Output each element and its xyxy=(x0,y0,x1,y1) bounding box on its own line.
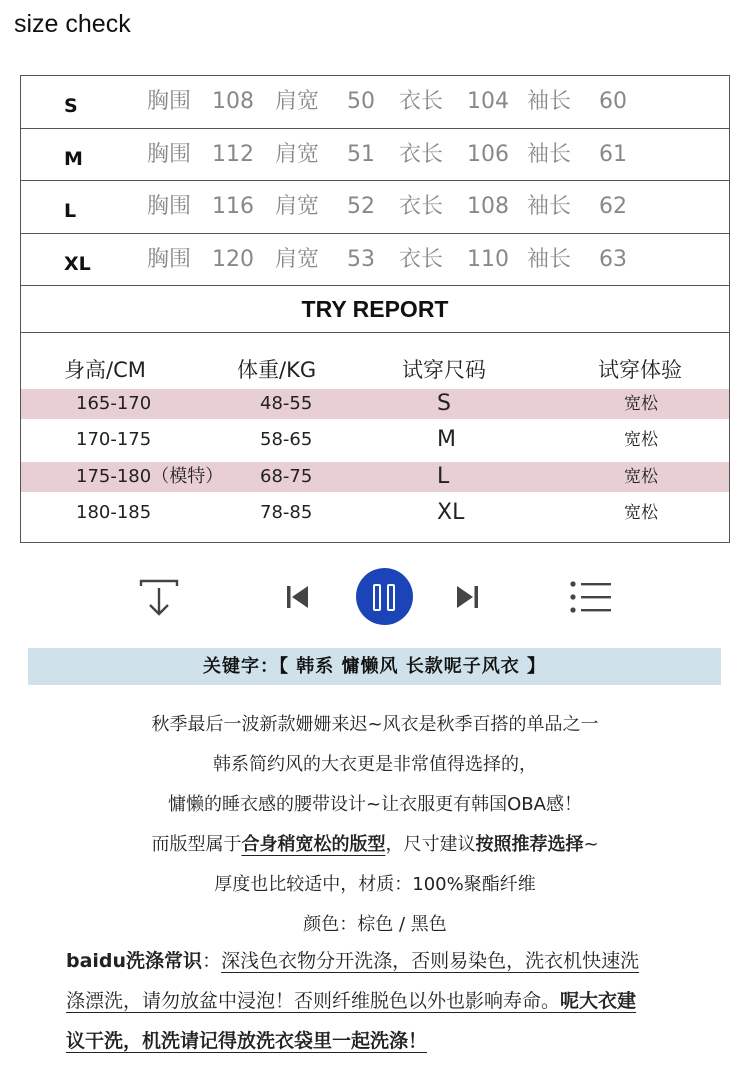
page-title: size check xyxy=(14,10,131,38)
try-report-header xyxy=(21,354,729,384)
length-value: 106 xyxy=(467,141,509,167)
pause-button[interactable] xyxy=(356,568,413,625)
shoulder-label: 肩宽 xyxy=(275,89,320,114)
fit-highlight: 合身稍宽松的版型 xyxy=(241,834,386,855)
size-label: M xyxy=(64,147,83,170)
shoulder-label: 肩宽 xyxy=(275,141,320,167)
shoulder-value: 51 xyxy=(347,141,375,167)
size-cell: XL xyxy=(437,500,465,525)
wash-line xyxy=(66,941,706,981)
height-cell: 180-185 xyxy=(76,502,152,523)
table-row xyxy=(21,425,729,455)
size-cell: S xyxy=(437,391,451,416)
table-row xyxy=(21,389,729,419)
chest-value: 108 xyxy=(212,89,254,114)
table-row xyxy=(21,498,729,528)
size-label: XL xyxy=(64,252,91,275)
text-fragment: ~ xyxy=(583,834,599,855)
fit-cell: 宽松 xyxy=(624,430,658,450)
description-line: 韩系简约风的大衣更是非常值得选择的， xyxy=(213,754,537,775)
size-row-xl xyxy=(21,234,729,287)
size-cell: M xyxy=(437,427,456,452)
description-line: 颜色：棕色 / 黑色 xyxy=(303,914,447,935)
description-line: 厚度也比较适中，材质：100%聚酯纤维 xyxy=(214,874,536,895)
header-fit: 试穿体验 xyxy=(598,358,682,382)
chest-label: 胸围 xyxy=(147,246,192,272)
wash-text: 深浅色衣物分开洗涤，否则易染色，洗衣机快速洗 xyxy=(221,950,640,972)
size-label: S xyxy=(64,95,78,117)
sleeve-label: 袖长 xyxy=(527,89,572,114)
sleeve-value: 62 xyxy=(599,194,627,219)
try-report-title: TRY REPORT xyxy=(21,286,729,333)
length-label: 衣长 xyxy=(399,89,444,114)
shoulder-value: 50 xyxy=(347,89,375,114)
wash-line xyxy=(66,981,706,1021)
size-cell: L xyxy=(437,464,450,489)
size-row-s xyxy=(21,76,729,129)
sleeve-label: 袖长 xyxy=(527,141,572,167)
sleeve-value: 61 xyxy=(599,141,627,167)
player-controls xyxy=(0,560,750,635)
header-height: 身高/CM xyxy=(64,358,146,382)
wash-text: 涤漂洗，请勿放盆中浸泡！否则纤维脱色以外也影响寿命。 xyxy=(66,990,561,1012)
wash-text-bold: 呢大衣建 xyxy=(560,990,637,1012)
description-line: 慵懒的睡衣感的腰带设计~让衣服更有韩国OBA感！ xyxy=(168,794,582,815)
size-label: L xyxy=(64,200,77,222)
table-row xyxy=(21,462,729,492)
size-row-l xyxy=(21,181,729,234)
shoulder-value: 52 xyxy=(347,194,375,219)
try-report-table xyxy=(20,285,730,543)
sleeve-label: 袖长 xyxy=(527,246,572,272)
text-fragment: ，尺寸建议 xyxy=(385,834,476,855)
pause-icon xyxy=(387,584,395,611)
length-label: 衣长 xyxy=(399,141,444,167)
height-cell: 170-175 xyxy=(76,429,152,450)
length-value: 108 xyxy=(467,194,509,219)
chest-label: 胸围 xyxy=(147,89,192,114)
next-icon[interactable] xyxy=(455,584,479,610)
chest-label: 胸围 xyxy=(147,194,192,219)
shoulder-label: 肩宽 xyxy=(275,246,320,272)
shoulder-value: 53 xyxy=(347,246,375,272)
sleeve-label: 袖长 xyxy=(527,194,572,219)
length-value: 104 xyxy=(467,89,509,114)
weight-cell: 48-55 xyxy=(260,393,313,414)
description-line xyxy=(0,830,750,856)
chest-value: 116 xyxy=(212,194,254,219)
shoulder-label: 肩宽 xyxy=(275,194,320,219)
fit-cell: 宽松 xyxy=(624,503,658,523)
weight-cell: 78-85 xyxy=(260,502,313,523)
keywords-banner: 关键字：【 韩系 慵懒风 长款呢子风衣 】 xyxy=(28,648,721,685)
description-line: 秋季最后一波新款姗姗来迟~风衣是秋季百搭的单品之一 xyxy=(151,714,599,735)
height-cell: 175-180（模特） xyxy=(76,466,224,487)
wash-instructions xyxy=(66,941,706,1061)
previous-icon[interactable] xyxy=(286,584,310,610)
text-fragment: 而版型属于 xyxy=(151,834,242,855)
height-cell: 165-170 xyxy=(76,393,152,414)
wash-text-bold: 议干洗，机洗请记得放洗衣袋里一起洗涤！ xyxy=(66,1030,428,1052)
playlist-icon[interactable] xyxy=(569,580,613,614)
weight-cell: 58-65 xyxy=(260,429,313,450)
size-row-m xyxy=(21,129,729,182)
text-fragment: ： xyxy=(202,950,222,972)
length-value: 110 xyxy=(467,246,509,272)
chest-label: 胸围 xyxy=(147,141,192,167)
header-size: 试穿尺码 xyxy=(402,358,486,382)
length-label: 衣长 xyxy=(399,194,444,219)
chest-value: 112 xyxy=(212,141,254,167)
sleeve-value: 63 xyxy=(599,246,627,272)
fit-cell: 宽松 xyxy=(624,394,658,414)
size-table xyxy=(20,75,730,286)
pause-icon xyxy=(373,584,381,611)
weight-cell: 68-75 xyxy=(260,466,313,487)
fit-cell: 宽松 xyxy=(624,467,658,487)
wash-line xyxy=(66,1021,706,1061)
download-icon[interactable] xyxy=(138,578,180,618)
length-label: 衣长 xyxy=(399,246,444,272)
sleeve-value: 60 xyxy=(599,89,627,114)
chest-value: 120 xyxy=(212,246,254,272)
recommend-highlight: 按照推荐选择 xyxy=(475,834,584,855)
wash-label: baidu洗涤常识 xyxy=(66,950,203,972)
header-weight: 体重/KG xyxy=(237,358,317,382)
